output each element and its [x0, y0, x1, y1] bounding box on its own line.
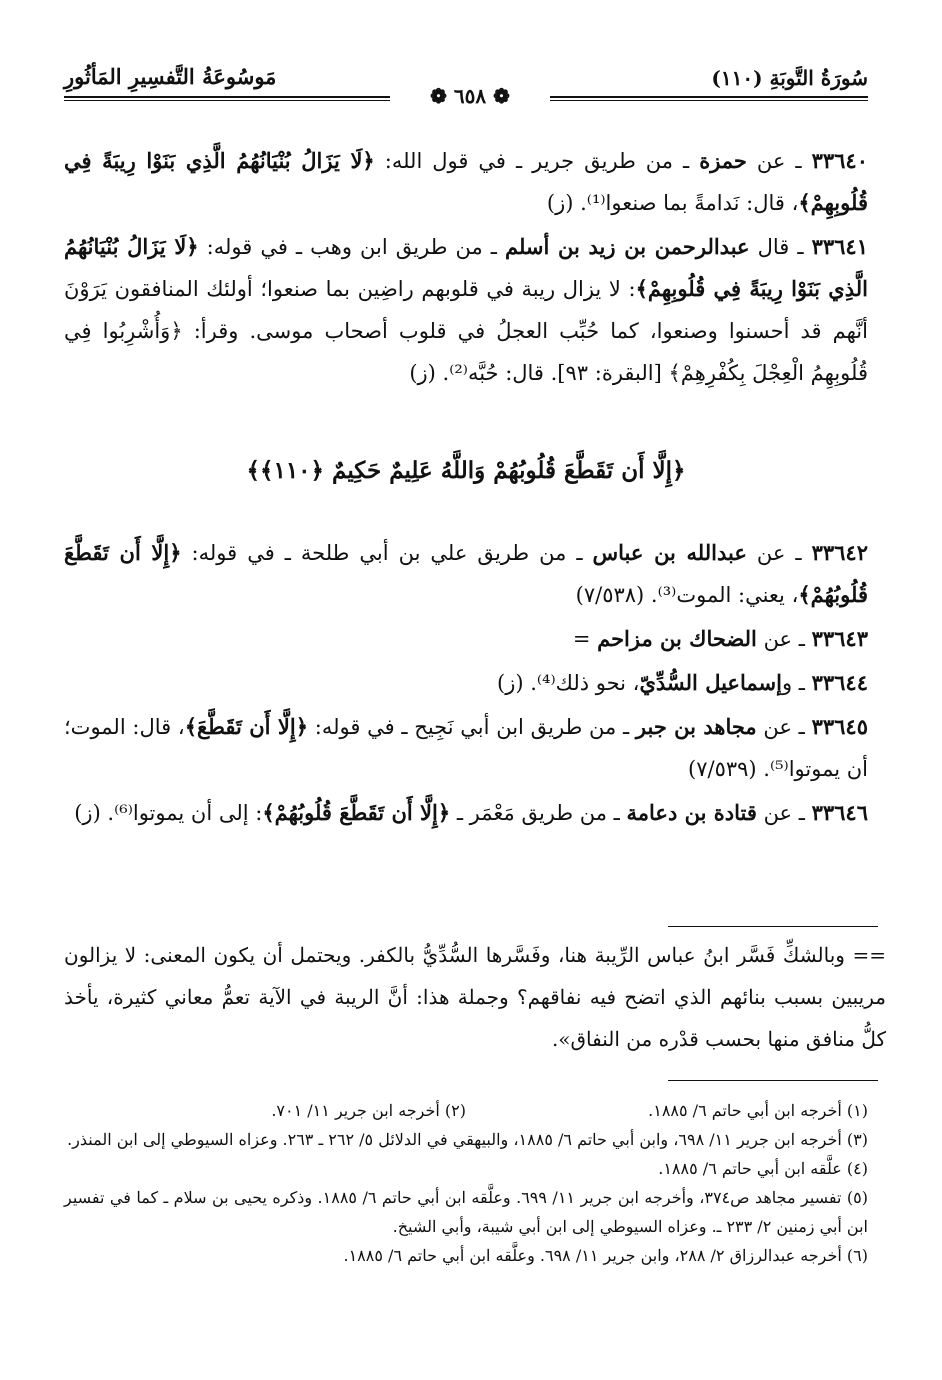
- entry-text: ـ عن: [756, 715, 812, 739]
- entry-33644: [64, 662, 868, 704]
- entry-text: ـ عن: [756, 801, 812, 825]
- entry-text: ـ من طريق مَعْمَر ـ: [450, 801, 627, 825]
- footnote-2: (٢) أخرجه ابن جرير ١١/ ٧٠١.: [271, 1101, 466, 1120]
- footnote-separator: [668, 1080, 878, 1081]
- entry-text: ـ من طريق جرير ـ في قول الله:: [374, 149, 700, 173]
- entry-number: ٣٣٦٤٣: [811, 626, 868, 651]
- entry-number: ٣٣٦٤٦: [811, 800, 868, 825]
- entry-33643: [64, 618, 868, 660]
- verse-heading: ﴿إِلَّا أَن تَقَطَّعَ قُلُوبُهُمْ وَاللَّهُ عَلِيمٌ حَكِيمٌ ﴿١١٠﴾﴾: [246, 457, 686, 484]
- entry-33641: [64, 226, 868, 394]
- entry-text: ـ من طريق ابن أبي نَجِيح ـ في قوله:: [308, 715, 636, 739]
- entry-number: ٣٣٦٤١: [811, 234, 868, 259]
- entry-text: ـ قال: [749, 235, 812, 259]
- footnote-4: (٤) علَّقه ابن أبي حاتم ٦/ ١٨٨٥.: [658, 1159, 868, 1178]
- entry-text: =: [572, 627, 598, 651]
- footnote-5: (٥) تفسير مجاهد ص٣٧٤، وأخرجه ابن جرير ١١/ ٦٩٩. وعلَّقه ابن أبي حاتم ٦/ ١٨٨٥. وذكره يحيى بن سلام ـ كما في تفسير ابن أبي زمنين ٢/ ٢٣٣ ـ. وعزاه السيوطي إلى ابن أبي شيبة، وأبي الشيخ.: [64, 1188, 869, 1236]
- entry-33645: [64, 706, 868, 790]
- quran-quote: ﴿لَا يَزَالُ بُنْيَانُهُمُ الَّذِي بَنَوْا رِيبَةً فِي قُلُوبِهِمْ﴾: [64, 148, 868, 215]
- main-text: [64, 140, 868, 836]
- entry-text: ، نحو ذلك⁽⁴⁾. (ز): [497, 671, 640, 695]
- quran-quote: ﴿إِلَّا أَن تَقَطَّعَ﴾: [184, 714, 308, 739]
- footnote-1: (١) أخرجه ابن أبي حاتم ٦/ ١٨٨٥.: [648, 1101, 868, 1120]
- entry-33642: [64, 532, 868, 616]
- entry-33646: [64, 792, 868, 834]
- narrator-name: مجاهد بن جبر: [635, 714, 757, 739]
- quran-quote: ﴿إِلَّا أَن تَقَطَّعَ قُلُوبُهُمْ﴾: [262, 800, 451, 825]
- entry-text: ـ من طريق علي بن أبي طلحة ـ في قوله:: [181, 541, 593, 565]
- entry-text: : لا يزال ريبة في قلوبهم راضِين بما صنعوا؛ أولئك المنافقون يَرَوْنَ أنَّهم قد أحسنوا وصنعوا، كما حُبِّب العجلُ في قلوب أصحاب موسى. وقرأ: ﴿وَأُشْرِبُوا فِي قُلُوبِهِمُ الْعِجْلَ بِكُفْرِهِمْ﴾ [البقرة: ٩٣]. قال: حُبَّه⁽²⁾. (ز): [64, 277, 868, 385]
- entry-text: ، قال: نَدامةً بما صنعوا⁽¹⁾. (ز): [546, 191, 799, 215]
- narrator-name: إسماعيل السُّدِّيّ: [639, 670, 782, 695]
- footnotes: [64, 1096, 868, 1270]
- entry-text: ـ من طريق ابن وهب ـ في قوله:: [198, 235, 505, 259]
- entry-number: ٣٣٦٤٤: [811, 670, 868, 695]
- footnote-separator: [668, 926, 878, 927]
- quran-quote: ﴿لَا يَزَالُ بُنْيَانُهُمُ الَّذِي بَنَوْا رِيبَةً فِي قُلُوبِهِمْ﴾: [64, 234, 868, 301]
- footnote-6: (٦) أخرجه عبدالرزاق ٢/ ٢٨٨، وابن جرير ١١/ ٦٩٨. وعلَّقه ابن أبي حاتم ٦/ ١٨٨٥.: [343, 1246, 868, 1265]
- narrator-name: قتادة بن دعامة: [626, 800, 757, 825]
- footnote-3: (٣) أخرجه ابن جرير ١١/ ٦٩٨، وابن أبي حاتم ٦/ ١٨٨٥، والبيهقي في الدلائل ٥/ ٢٦٢ ـ ٢٦٣. وعزاه السيوطي إلى ابن المنذر.: [67, 1130, 868, 1149]
- book-title: مَوسُوعَةُ التَّفسِيرِ المَأثُورِ: [64, 64, 277, 89]
- quran-quote: ﴿إِلَّا أَن تَقَطَّعَ قُلُوبُهُمْ﴾: [64, 540, 868, 607]
- entry-text: ـ عن: [746, 149, 812, 173]
- entry-number: ٣٣٦٤٢: [811, 540, 868, 565]
- narrator-name: عبدالرحمن بن زيد بن أسلم: [504, 234, 750, 259]
- narrator-name: حمزة: [699, 148, 747, 173]
- page-number: ❁ ٦٥٨ ❁: [390, 84, 550, 108]
- entry-text: ـ عن: [746, 541, 812, 565]
- entry-text: ـ عن: [756, 627, 812, 651]
- narrator-name: الضحاك بن مزاحم: [597, 626, 757, 651]
- entry-33640: [64, 140, 868, 224]
- continued-commentary: == وبالشكِّ فَسَّر ابنُ عباس الرِّيبة هنا، وفَسَّرها السُّدِّيُّ بالكفر. ويحتمل أن يكون المعنى: لا يزالون مريبين بسبب بنائهم الذي اتضح فيه نفاقهم؟ وجملة هذا: أنَّ الريبة في الآية تعمُّ معاني كثيرة، يأخذ كلُّ منافق منها بحسب قدْره من النفاق».: [64, 943, 886, 1051]
- narrator-name: عبدالله بن عباس: [592, 540, 747, 565]
- entry-number: ٣٣٦٤٠: [811, 148, 868, 173]
- entry-number: ٣٣٦٤٥: [811, 714, 868, 739]
- entry-text: ، قال: الموت؛ أن يموتوا⁽⁵⁾. (٧/٥٣٩): [64, 715, 868, 781]
- entry-text: ، يعني: الموت⁽³⁾. (٧/٥٣٨): [575, 583, 799, 607]
- entry-text: : إلى أن يموتوا⁽⁶⁾. (ز): [74, 801, 263, 825]
- surah-info: سُورَةُ التَّوبَةِ (١١٠): [711, 66, 868, 90]
- entry-text: ـ و: [781, 671, 812, 695]
- footnote-row: [64, 1096, 868, 1125]
